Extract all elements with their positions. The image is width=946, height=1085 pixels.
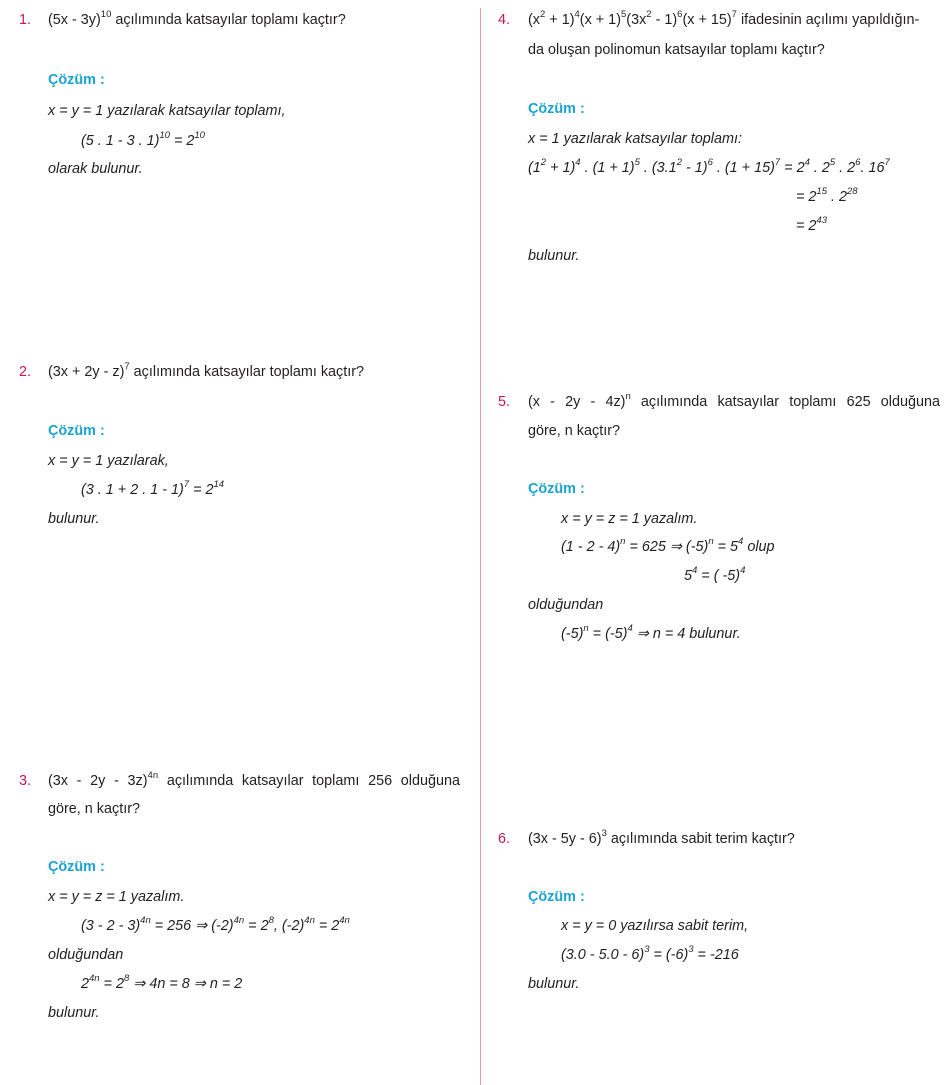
solution-line: x = y = 1 yazılarak katsayılar toplamı,: [48, 103, 286, 119]
solution-line: $(3.0 - 5.0 - 6)^3 = (-6)^3 = -216$: [561, 944, 739, 963]
question: (x - 2y - 4z)$^n$ açılımında katsayılar toplamı 625 olduğuna: [528, 391, 940, 410]
solution-line: bulunur.: [48, 511, 100, 527]
problem-number: 5.: [498, 394, 511, 410]
solution-line: $(1^2 + 1)^4$ . $(1 + 1)^5$ . $(3.1^2 - 1)^6$ . $(1 + 15)^7 = 2^4$ . $2^5$ . $2^6$. $16^7$: [528, 157, 890, 176]
solution-line: x = y = 0 yazılırsa sabit terim,: [561, 918, 749, 934]
solution-line: = $2^{15}$ . $2^{28}$: [796, 186, 858, 205]
question: da oluşan polinomun katsayılar toplamı kaçtır?: [528, 42, 825, 58]
problem-number: 2.: [19, 364, 32, 380]
solution-heading: Çözüm :: [48, 423, 105, 439]
solution-line: = $2^{43}$: [796, 215, 827, 234]
solution-line: olduğundan: [528, 597, 604, 613]
solution-line: x = y = z = 1 yazalım.: [48, 889, 185, 905]
solution-line: x = y = 1 yazılarak,: [48, 453, 169, 469]
problem-number: 4.: [498, 12, 511, 28]
solution-line: $5^4$ = ( -5)$^4$: [684, 565, 746, 584]
question: göre, n kaçtır?: [528, 423, 620, 439]
solution-line: x = y = z = 1 yazalım.: [561, 511, 698, 527]
problem-number: 6.: [498, 831, 511, 847]
question: (3x - 2y - 3z)$^{4n}$ açılımında katsayılar toplamı 256 olduğuna: [48, 770, 460, 789]
solution-line: $2^{4n} = 2^8$ ⇒ 4n = 8 ⇒ n = 2: [81, 973, 243, 992]
question: göre, n kaçtır?: [48, 801, 140, 817]
solution-line: olduğundan: [48, 947, 124, 963]
solution-line: (3 - 2 - 3)$^{4n}$ = 256 ⇒ $(-2)^{4n} = 2^8$, $(-2)^{4n} = 2^{4n}$: [81, 915, 350, 934]
solution-line: bulunur.: [528, 248, 580, 264]
solution-line: olarak bulunur.: [48, 161, 143, 177]
question: (3x - 5y - 6)$^3$ açılımında sabit terim kaçtır?: [528, 828, 795, 847]
solution-line: x = 1 yazılarak katsayılar toplamı:: [528, 131, 742, 147]
solution-heading: Çözüm :: [48, 859, 105, 875]
solution-line: (1 - 2 - 4)$^n$ = 625 ⇒ $(-5)^n = 5^4$ olup: [561, 536, 775, 555]
solution-heading: Çözüm :: [528, 481, 585, 497]
solution-line: bulunur.: [48, 1005, 100, 1021]
question: (5x - 3y)$^{10}$ açılımında katsayılar toplamı kaçtır?: [48, 9, 346, 28]
solution-line: (5 . 1 - 3 . $1)^{10} = 2^{10}$: [81, 130, 205, 149]
solution-heading: Çözüm :: [528, 889, 585, 905]
solution-line: bulunur.: [528, 976, 580, 992]
solution-heading: Çözüm :: [48, 72, 105, 88]
problem-number: 3.: [19, 773, 32, 789]
question: $(x^2 + 1)^4(x + 1)^5(3x^2 - 1)^6(x + 15)^7$ ifadesinin açılımı yapıldığın-: [528, 9, 920, 28]
solution-line: $(-5)^n = (-5)^4$ ⇒ n = 4 bulunur.: [561, 623, 741, 642]
column-divider: [480, 8, 481, 1085]
problem-number: 1.: [19, 12, 32, 28]
question: $(3x + 2y - z)^7$ açılımında katsayılar toplamı kaçtır?: [48, 361, 365, 380]
solution-line: (3 . 1 + 2 . $1 - 1)^7 = 2^{14}$: [81, 479, 225, 498]
solution-heading: Çözüm :: [528, 101, 585, 117]
